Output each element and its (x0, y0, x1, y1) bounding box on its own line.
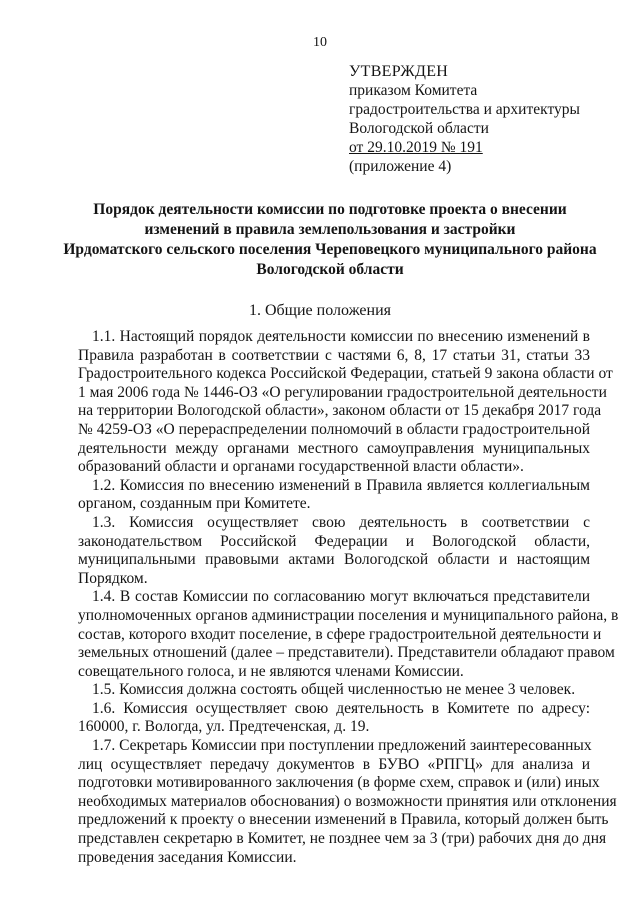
approval-heading: УТВЕРЖДЕН (349, 63, 449, 80)
paragraph-line: Порядком. (78, 569, 148, 587)
paragraph-line: деятельности между органами местного самоуправления муниципальных (78, 439, 590, 457)
paragraph-line: уполномоченных органов администрации поселения и муниципального района, в (78, 606, 619, 624)
paragraph-line: образований области и органами государственной власти области». (78, 458, 524, 476)
approval-appendix: (приложение 4) (349, 158, 452, 175)
paragraph-line: 160000, г. Вологда, ул. Предтеченская, д. 19. (78, 718, 370, 736)
paragraph (78, 737, 617, 867)
paragraph-line: 1 мая 2006 года № 1446-ОЗ «О регулировании градостроительной деятельности (78, 383, 607, 401)
approval-line: Вологодской области (349, 120, 489, 137)
document-title (40, 200, 620, 280)
title-line: Вологодской области (256, 261, 404, 278)
paragraph-line: 1.6. Комиссия осуществляет свою деятельность в Комитете по адресу: (92, 699, 590, 717)
paragraph-line: Градостроительного кодекса Российской Федерации, статьей 9 закона области от (78, 365, 613, 383)
paragraph-line: представлен секретарю в Комитет, не позднее чем за 3 (три) рабочих дня до дня (78, 830, 607, 848)
paragraph-line: № 4259-ОЗ «О перераспределении полномочий в области градостроительной (78, 420, 590, 438)
paragraph-line: земельных отношений (далее – представители). Представители обладают правом (78, 644, 615, 662)
paragraph-line: 1.4. В состав Комиссии по согласованию могут включаться представители (92, 588, 590, 606)
paragraph-line: подготовки мотивированного заключения (в форме схем, справок и (или) иных (78, 774, 600, 792)
approval-date-number: от 29.10.2019 № 191 (349, 139, 483, 156)
approval-line: градостроительства и архитектуры (349, 101, 580, 118)
paragraph-line: предложений к проекту о внесении изменений в Правила, который должен быть (78, 811, 609, 829)
paragraph-line: 1.5. Комиссия должна состоять общей численностью не менее 3 человек. (92, 681, 576, 699)
title-line: Порядок деятельности комиссии по подготовке проекта о внесении (93, 201, 567, 218)
paragraph (78, 700, 590, 737)
paragraph-line: 1.2. Комиссия по внесению изменений в Правила является коллегиальным (92, 476, 590, 494)
paragraph (78, 328, 613, 477)
paragraph-line: 1.1. Настоящий порядок деятельности комиссии по внесению изменений в (92, 328, 590, 345)
paragraph-line: состав, которого входит поселение, в сфере градостроительной деятельности и (78, 625, 602, 643)
approval-line: приказом Комитета (349, 82, 478, 99)
paragraph-line: совещательного голоса, и не являются членами Комиссии. (78, 662, 464, 680)
title-line: Ирдоматского сельского поселения Череповецкого муниципального района (63, 241, 597, 258)
paragraph-line: законодательством Российской Федерации и Вологодской области, (78, 532, 590, 550)
title-line: изменений в правила землепользования и застройки (144, 221, 516, 238)
paragraph-line: проведения заседания Комиссии. (78, 848, 297, 866)
paragraph-line: муниципальными правовыми актами Вологодской области и настоящим (78, 551, 590, 569)
paragraph (78, 477, 590, 514)
paragraph-line: органом, созданным при Комитете. (78, 495, 311, 513)
paragraph-line: на территории Вологодской области», законом области от 15 декабря 2017 года (78, 402, 602, 420)
page-number: 10 (313, 35, 327, 50)
approval-block (349, 62, 629, 176)
paragraph (78, 514, 590, 588)
paragraph-line: лиц осуществляет передачу документов в БУВО «РПГЦ» для анализа и (78, 755, 590, 773)
paragraph-line: Правила разработан в соответствии с частями 6, 8, 17 статьи 31, статьи 33 (78, 346, 590, 364)
paragraph-line: необходимых материалов обоснования) о возможности принятия или отклонения (78, 792, 617, 810)
section-heading: 1. Общие положения (248, 302, 392, 319)
paragraph (78, 588, 619, 681)
paragraph-line: 1.3. Комиссия осуществляет свою деятельность в соответствии с (92, 513, 590, 531)
paragraph-line: 1.7. Секретарь Комиссии при поступлении предложений заинтересованных (92, 737, 592, 755)
document-body (78, 328, 619, 867)
paragraph (78, 681, 590, 700)
